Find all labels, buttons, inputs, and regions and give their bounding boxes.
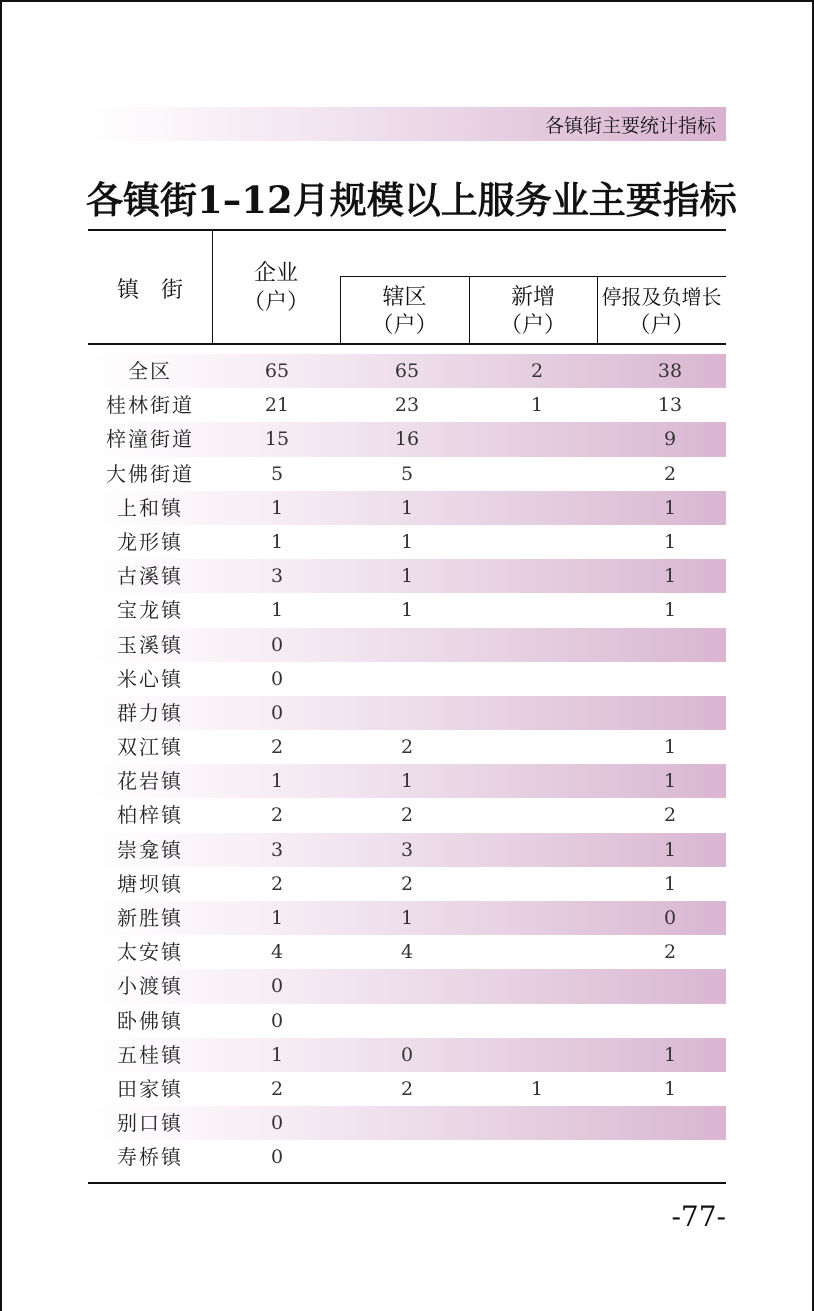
town-name: 古溪镇 bbox=[117, 564, 183, 589]
town-name: 小渡镇 bbox=[117, 974, 183, 999]
town-name: 全区 bbox=[128, 359, 172, 383]
negative-count: 9 bbox=[663, 428, 677, 451]
jurisdiction-count: 1 bbox=[400, 496, 414, 519]
enterprise-count: 21 bbox=[264, 394, 290, 417]
new-count bbox=[472, 628, 602, 662]
new-count bbox=[472, 696, 602, 730]
table-row bbox=[88, 1038, 726, 1072]
table-row bbox=[88, 628, 726, 662]
header-enterprise-line2: （户） bbox=[242, 290, 309, 315]
negative-count bbox=[602, 1004, 738, 1038]
town-name: 柏梓镇 bbox=[117, 803, 183, 828]
page-border-top bbox=[0, 0, 814, 2]
enterprise-count: 1 bbox=[270, 496, 284, 519]
negative-count bbox=[602, 969, 738, 1003]
jurisdiction-count: 5 bbox=[400, 462, 414, 485]
enterprise-count: 0 bbox=[270, 975, 284, 998]
new-count bbox=[472, 1106, 602, 1140]
page-border-left bbox=[0, 0, 2, 1311]
negative-count: 2 bbox=[663, 462, 677, 485]
table-row bbox=[88, 1004, 726, 1038]
new-count bbox=[472, 422, 602, 456]
table-row bbox=[88, 1106, 726, 1140]
jurisdiction-count: 16 bbox=[394, 428, 420, 451]
jurisdiction-count: 1 bbox=[400, 770, 414, 793]
town-name: 田家镇 bbox=[117, 1076, 183, 1101]
jurisdiction-count: 2 bbox=[400, 736, 414, 759]
table-row bbox=[88, 1140, 726, 1174]
table-row bbox=[88, 867, 726, 901]
page-number: -77- bbox=[671, 1200, 726, 1233]
table-row bbox=[88, 491, 726, 525]
negative-count: 1 bbox=[663, 565, 677, 588]
new-count bbox=[472, 1038, 602, 1072]
section-label: 各镇街主要统计指标 bbox=[544, 115, 716, 137]
header-negative-line1: 停报及负增长 bbox=[601, 285, 722, 309]
table-row bbox=[88, 730, 726, 764]
header-enterprise-line1: 企业 bbox=[253, 261, 298, 286]
enterprise-count: 1 bbox=[270, 770, 284, 793]
negative-count bbox=[602, 662, 738, 696]
enterprise-count: 1 bbox=[270, 907, 284, 929]
table-row bbox=[88, 559, 726, 593]
town-name: 龙形镇 bbox=[117, 529, 183, 554]
town-name: 新胜镇 bbox=[117, 906, 183, 930]
jurisdiction-count bbox=[342, 696, 472, 730]
header-new-line2: （户） bbox=[499, 313, 566, 338]
negative-count: 1 bbox=[663, 496, 677, 519]
enterprise-count: 0 bbox=[270, 1009, 284, 1032]
header-negative-line2: （户） bbox=[628, 313, 695, 338]
new-count bbox=[472, 901, 602, 935]
town-name: 太安镇 bbox=[117, 940, 183, 965]
negative-count: 1 bbox=[663, 770, 677, 793]
enterprise-count: 0 bbox=[270, 633, 284, 656]
negative-count: 2 bbox=[663, 804, 677, 827]
town-name: 玉溪镇 bbox=[117, 632, 183, 657]
new-count bbox=[472, 662, 602, 696]
table-row bbox=[88, 901, 726, 935]
negative-count: 1 bbox=[663, 872, 677, 895]
jurisdiction-count bbox=[342, 1140, 472, 1174]
table-row bbox=[88, 935, 726, 969]
new-count bbox=[472, 935, 602, 969]
town-name: 花岩镇 bbox=[117, 769, 183, 794]
jurisdiction-count: 2 bbox=[400, 1077, 414, 1100]
town-name: 塘坝镇 bbox=[117, 871, 183, 896]
new-count bbox=[472, 764, 602, 798]
town-name: 桂林街道 bbox=[106, 393, 194, 418]
jurisdiction-count: 0 bbox=[400, 1043, 414, 1066]
table-bottom-rule bbox=[88, 1182, 726, 1184]
enterprise-count: 15 bbox=[264, 428, 290, 451]
enterprise-count: 3 bbox=[270, 565, 284, 588]
town-name: 宝龙镇 bbox=[117, 598, 183, 623]
table-top-rule bbox=[88, 229, 726, 231]
negative-count: 1 bbox=[663, 1043, 677, 1066]
new-count: 1 bbox=[530, 394, 544, 417]
table-row bbox=[88, 764, 726, 798]
table-row bbox=[88, 696, 726, 730]
new-count bbox=[472, 457, 602, 491]
negative-count: 1 bbox=[663, 838, 677, 861]
table-body bbox=[88, 354, 726, 1175]
new-count bbox=[472, 593, 602, 627]
header-new-line1: 新增 bbox=[510, 285, 555, 310]
negative-count: 2 bbox=[663, 941, 677, 964]
enterprise-count: 2 bbox=[270, 872, 284, 895]
new-count bbox=[472, 1004, 602, 1038]
table-row bbox=[88, 798, 726, 832]
table-row bbox=[88, 833, 726, 867]
negative-count: 0 bbox=[663, 907, 677, 929]
header-divider bbox=[212, 231, 213, 343]
section-header-band bbox=[88, 107, 726, 141]
enterprise-count: 5 bbox=[270, 462, 284, 485]
jurisdiction-count bbox=[342, 628, 472, 662]
table-row bbox=[88, 1072, 726, 1106]
table-row bbox=[88, 525, 726, 559]
negative-count: 1 bbox=[663, 1077, 677, 1100]
jurisdiction-count: 3 bbox=[400, 838, 414, 861]
page-title: 各镇街1–12月规模以上服务业主要指标 bbox=[86, 178, 737, 222]
negative-count: 1 bbox=[663, 736, 677, 759]
town-name: 别口镇 bbox=[117, 1111, 183, 1136]
enterprise-count: 4 bbox=[270, 941, 284, 964]
new-count bbox=[472, 969, 602, 1003]
new-count bbox=[472, 798, 602, 832]
enterprise-count: 0 bbox=[270, 667, 284, 690]
table-header-rule bbox=[88, 343, 726, 345]
table-row bbox=[88, 969, 726, 1003]
town-name: 崇龛镇 bbox=[117, 837, 183, 862]
jurisdiction-count: 1 bbox=[400, 599, 414, 622]
negative-count bbox=[602, 1140, 738, 1174]
header-jurisdiction-line1: 辖区 bbox=[382, 285, 427, 310]
new-count bbox=[472, 833, 602, 867]
jurisdiction-count bbox=[342, 969, 472, 1003]
enterprise-count: 2 bbox=[270, 1077, 284, 1100]
town-name: 大佛街道 bbox=[106, 461, 194, 486]
enterprise-count: 65 bbox=[264, 360, 290, 382]
town-name: 五桂镇 bbox=[117, 1042, 183, 1067]
table-row bbox=[88, 354, 726, 388]
jurisdiction-count bbox=[342, 1004, 472, 1038]
jurisdiction-count: 1 bbox=[400, 530, 414, 553]
jurisdiction-count: 2 bbox=[400, 804, 414, 827]
header-subrule bbox=[340, 276, 726, 277]
town-name: 卧佛镇 bbox=[117, 1008, 183, 1033]
town-name: 上和镇 bbox=[117, 495, 183, 520]
negative-count: 1 bbox=[663, 599, 677, 622]
jurisdiction-count: 1 bbox=[400, 907, 414, 929]
jurisdiction-count: 2 bbox=[400, 872, 414, 895]
negative-count: 38 bbox=[657, 360, 683, 382]
new-count bbox=[472, 559, 602, 593]
town-name: 米心镇 bbox=[117, 666, 183, 691]
jurisdiction-count bbox=[342, 1106, 472, 1140]
negative-count bbox=[602, 1106, 738, 1140]
jurisdiction-count: 4 bbox=[400, 941, 414, 964]
enterprise-count: 1 bbox=[270, 1043, 284, 1066]
jurisdiction-count: 65 bbox=[394, 360, 420, 382]
town-name: 寿桥镇 bbox=[117, 1145, 183, 1170]
jurisdiction-count: 23 bbox=[394, 394, 420, 417]
negative-count: 1 bbox=[663, 530, 677, 553]
new-count bbox=[472, 730, 602, 764]
enterprise-count: 1 bbox=[270, 599, 284, 622]
new-count bbox=[472, 1140, 602, 1174]
jurisdiction-count: 1 bbox=[400, 565, 414, 588]
enterprise-count: 0 bbox=[270, 1146, 284, 1169]
jurisdiction-count bbox=[342, 662, 472, 696]
enterprise-count: 3 bbox=[270, 838, 284, 861]
new-count bbox=[472, 491, 602, 525]
header-jurisdiction-line2: （户） bbox=[371, 313, 438, 338]
table-row bbox=[88, 662, 726, 696]
new-count bbox=[472, 867, 602, 901]
enterprise-count: 1 bbox=[270, 530, 284, 553]
enterprise-count: 2 bbox=[270, 736, 284, 759]
table-row bbox=[88, 422, 726, 456]
new-count bbox=[472, 525, 602, 559]
table-row bbox=[88, 388, 726, 422]
negative-count: 13 bbox=[657, 394, 683, 417]
town-name: 梓潼街道 bbox=[106, 427, 194, 452]
negative-count bbox=[602, 696, 738, 730]
new-count: 1 bbox=[530, 1077, 544, 1100]
table-row bbox=[88, 457, 726, 491]
enterprise-count: 0 bbox=[270, 1112, 284, 1135]
enterprise-count: 0 bbox=[270, 701, 284, 724]
town-name: 群力镇 bbox=[117, 700, 183, 725]
table-row bbox=[88, 593, 726, 627]
new-count: 2 bbox=[530, 360, 544, 382]
town-name: 双江镇 bbox=[117, 735, 183, 760]
negative-count bbox=[602, 628, 738, 662]
header-town: 镇 街 bbox=[116, 278, 183, 303]
enterprise-count: 2 bbox=[270, 804, 284, 827]
